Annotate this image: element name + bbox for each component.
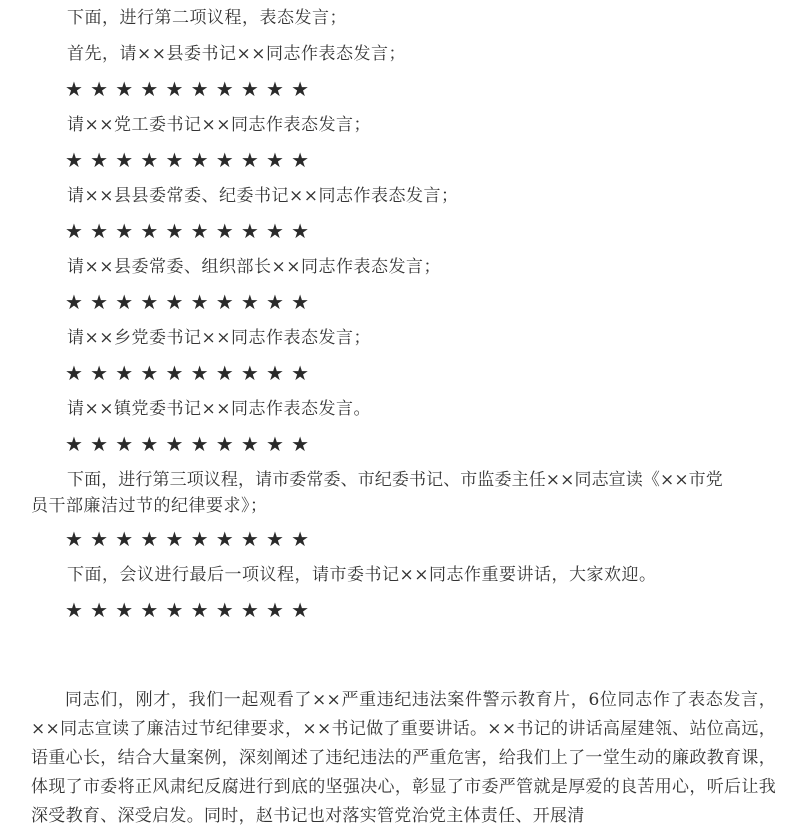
agenda-item2-intro: 下面，进行第二项议程，表态发言； bbox=[67, 8, 347, 28]
final-agenda-item: 下面，会议进行最后一项议程，请市委书记××同志作重要讲话，大家欢迎。 bbox=[67, 565, 657, 585]
star-separator: ★★★★★★★★★★ bbox=[65, 598, 317, 622]
speaker-4-text: 请××县委常委、组织部长××同志作表态发言； bbox=[67, 257, 441, 277]
star-separator: ★★★★★★★★★★ bbox=[65, 77, 317, 101]
star-separator: ★★★★★★★★★★ bbox=[65, 148, 317, 172]
speaker-6-text: 请××镇党委书记××同志作表态发言。 bbox=[67, 399, 371, 419]
star-separator: ★★★★★★★★★★ bbox=[65, 219, 317, 243]
speaker-5-text: 请××乡党委书记××同志作表态发言； bbox=[67, 328, 371, 348]
star-separator: ★★★★★★★★★★ bbox=[65, 361, 317, 385]
agenda-item3-line1: 下面，进行第三项议程，请市委常委、市纪委书记、市监委主任××同志宣读《××市党 bbox=[67, 470, 723, 490]
closing-paragraph: 同志们，刚才，我们一起观看了××严重违纪违法案件警示教育片，6位同志作了表态发言，××同志宣读了廉洁过节纪律要求，××书记做了重要讲话。××书记的讲话高屋建瓴、站位高远，语重心长，结合大量案例，深刻阐述了违纪违法的严重危害，给我们上了一堂生动的廉政教育课，体现了市委将正风肃纪反腐进行到底的坚强决心，彰显了市委严管就是厚爱的良苦用心，听后让我深受教育、深受启发。同时，赵书记也对落实管党治党主体责任、开展清 bbox=[31, 690, 776, 826]
agenda-item3-line2: 员干部廉洁过节的纪律要求》； bbox=[31, 496, 268, 516]
speaker-2-text: 请××党工委书记××同志作表态发言； bbox=[67, 115, 371, 135]
star-separator: ★★★★★★★★★★ bbox=[65, 527, 317, 551]
speaker-1-text: 首先，请××县委书记××同志作表态发言； bbox=[67, 44, 406, 64]
star-separator: ★★★★★★★★★★ bbox=[65, 432, 317, 456]
speaker-3-text: 请××县县委常委、纪委书记××同志作表态发言； bbox=[67, 186, 459, 206]
star-separator: ★★★★★★★★★★ bbox=[65, 290, 317, 314]
